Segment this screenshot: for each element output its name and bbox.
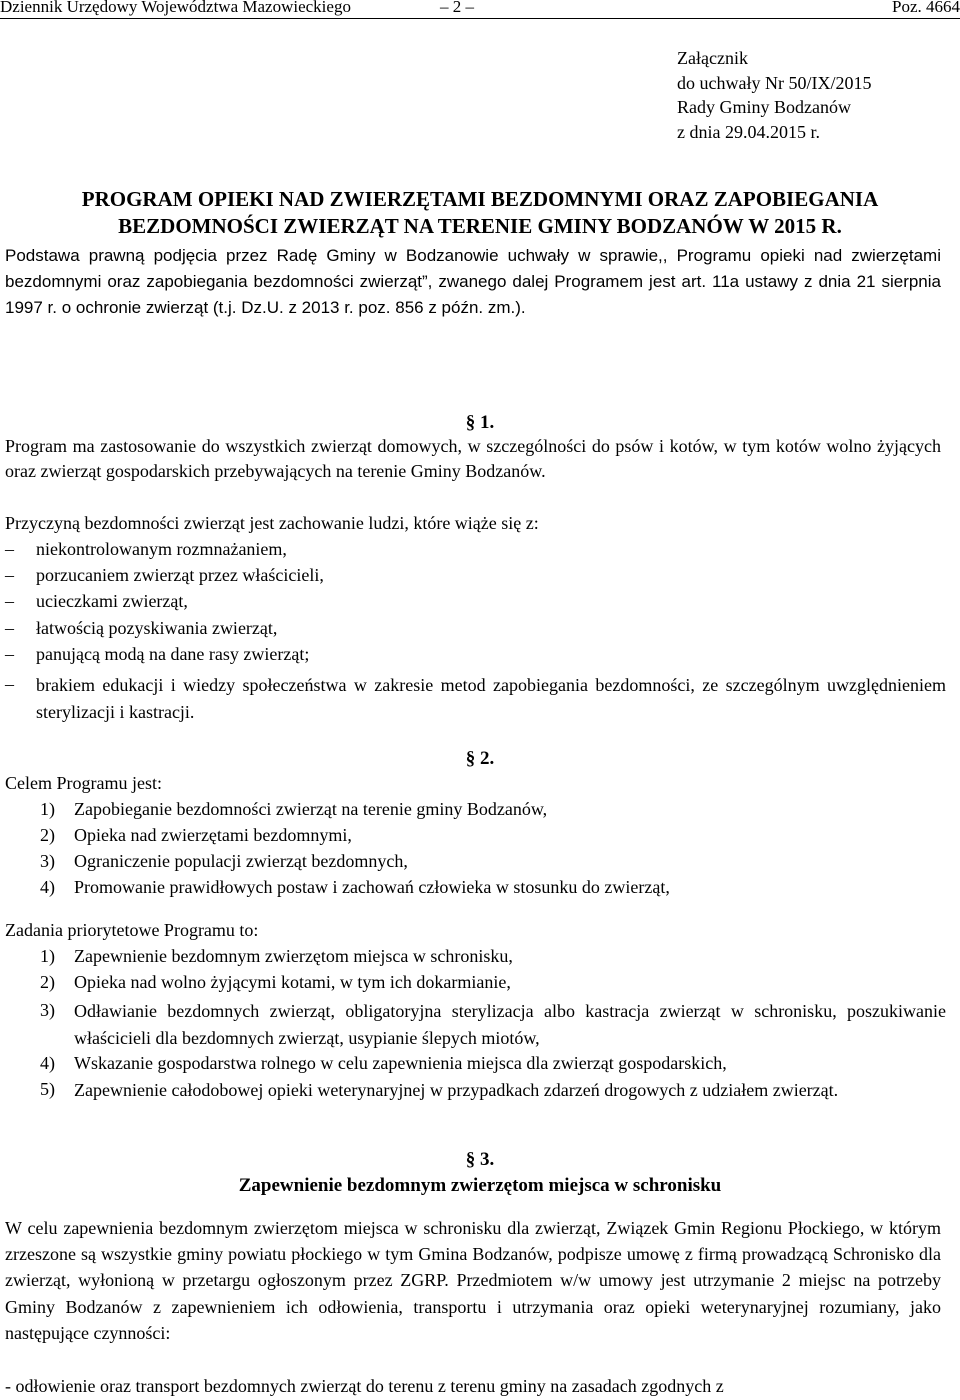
section-3-paragraph-2: - odłowienie oraz transport bezdomnych zwierząt do terenu z terenu gminy na zasadach zgodnych z (5, 1376, 724, 1396)
annex-line: z dnia 29.04.2015 r. (677, 121, 820, 142)
goals-label: Celem Programu jest: (5, 773, 162, 793)
tasks-label: Zadania priorytetowe Programu to: (5, 920, 259, 940)
header-divider (0, 18, 960, 19)
position-number: Poz. 4664 (892, 0, 960, 16)
tasks-list: 1) Zapewnienie bezdomnym zwierzętom miejsca w schronisku, 2) Opieka nad wolno żyjącymi kotami, w tym ich dokarmianie, 3) Odławianie bezdomnych zwierząt, obligatoryjna sterylizacja albo kastracja zwierząt w schronisku, poszukiwanie właścicieli dla bezdomnych zwierząt, usypianie ślepych miotów, 4) Wskazanie gospodarstwa rolnego w celu zapewnienia miejsca dla zwierząt gospodarskich, 5) Zapewnienie całodobowej opieki weterynaryjnej w przypadkach zdarzeń drogowych z udziałem zwierząt. (40, 946, 946, 1100)
annex-line: Rady Gminy Bodzanów (677, 97, 851, 117)
section-3-heading: § 3. (465, 1149, 495, 1170)
section-2-heading: § 2. (465, 748, 495, 769)
annex-line: Załącznik (677, 48, 748, 68)
journal-name: Dziennik Urzędowy Województwa Mazowieckiego (0, 0, 351, 16)
goals-list: 1) Zapobieganie bezdomności zwierząt na terenie gminy Bodzanów, 2) Opieka nad zwierzętami bezdomnymi, 3) Ograniczenie populacji zwierząt bezdomnych, 4) Promowanie prawidłowych postaw i zachowań człowieka w stosunku do zwierząt, (40, 799, 670, 897)
causes-list: – niekontrolowanym rozmnażaniem, – porzucaniem zwierząt przez właścicieli, – ucieczkami zwierząt, – łatwością pozyskiwania zwierząt, – panującą modą na dane rasy zwierząt; – brakiem edukacji i wiedzy społeczeństwa w zakresie metod zapobiegania bezdomności, ze szczególnym uwzględnieniem sterylizacji i kastracji. (5, 539, 946, 722)
legal-basis-paragraph: Podstawa prawną podjęcia przez Radę Gminy w Bodzanowie uchwały w sprawie,, Programu opieki nad zwierzętami bezdomnymi oraz zapobiegania bezdomności zwierząt”, zwanego dalej Programem jest art. 11a ustawy z dnia 21 sierpnia 1997 r. o ochronie zwierząt (t.j. Dz.U. z 2013 r. poz. 856 z późn. zm.). (5, 246, 941, 317)
section-1-paragraph-1: Program ma zastosowanie do wszystkich zwierząt domowych, w szczególności do psów i kotów, w tym kotów wolno żyjących oraz zwierząt gospodarskich przebywających na terenie Gminy Bodzanów. (5, 436, 941, 481)
section-3-subheading: Zapewnienie bezdomnym zwierzętom miejsca w schronisku (238, 1175, 722, 1196)
annex-block (677, 46, 871, 144)
page-number: – 2 – (440, 0, 474, 16)
section-1-paragraph-2: Przyczyną bezdomności zwierząt jest zachowanie ludzi, które wiąże się z: (5, 513, 539, 533)
document-title: PROGRAM OPIEKI NAD ZWIERZĘTAMI BEZDOMNYMI ORAZ ZAPOBIEGANIA BEZDOMNOŚCI ZWIERZĄT NA TERENIE GMINY BODZANÓW W 2015 R. (81, 187, 879, 238)
section-3-paragraph-1: W celu zapewnienia bezdomnym zwierzętom miejsca w schronisku dla zwierząt, Związek Gmin Regionu Płockiego, w którym zrzeszone są wszystkie gminy powiatu płockiego w tym Gmina Bodzanów, podpisze umowę z firmą prowadzącą Schronisko dla zwierząt, wyłonioną w przetargu ogłoszonym przez ZGRP. Przedmiotem w/w umowy jest utrzymanie 2 miejsc na potrzeby Gminy Bodzanów z zapewnieniem ich odłowienia, transportu i utrzymania oraz opieki weterynaryjnej rozumiany, jako następujące czynności: (5, 1218, 941, 1343)
annex-line: do uchwały Nr 50/IX/2015 (677, 72, 872, 93)
page-header (0, 0, 960, 18)
section-1-heading: § 1. (465, 412, 495, 433)
